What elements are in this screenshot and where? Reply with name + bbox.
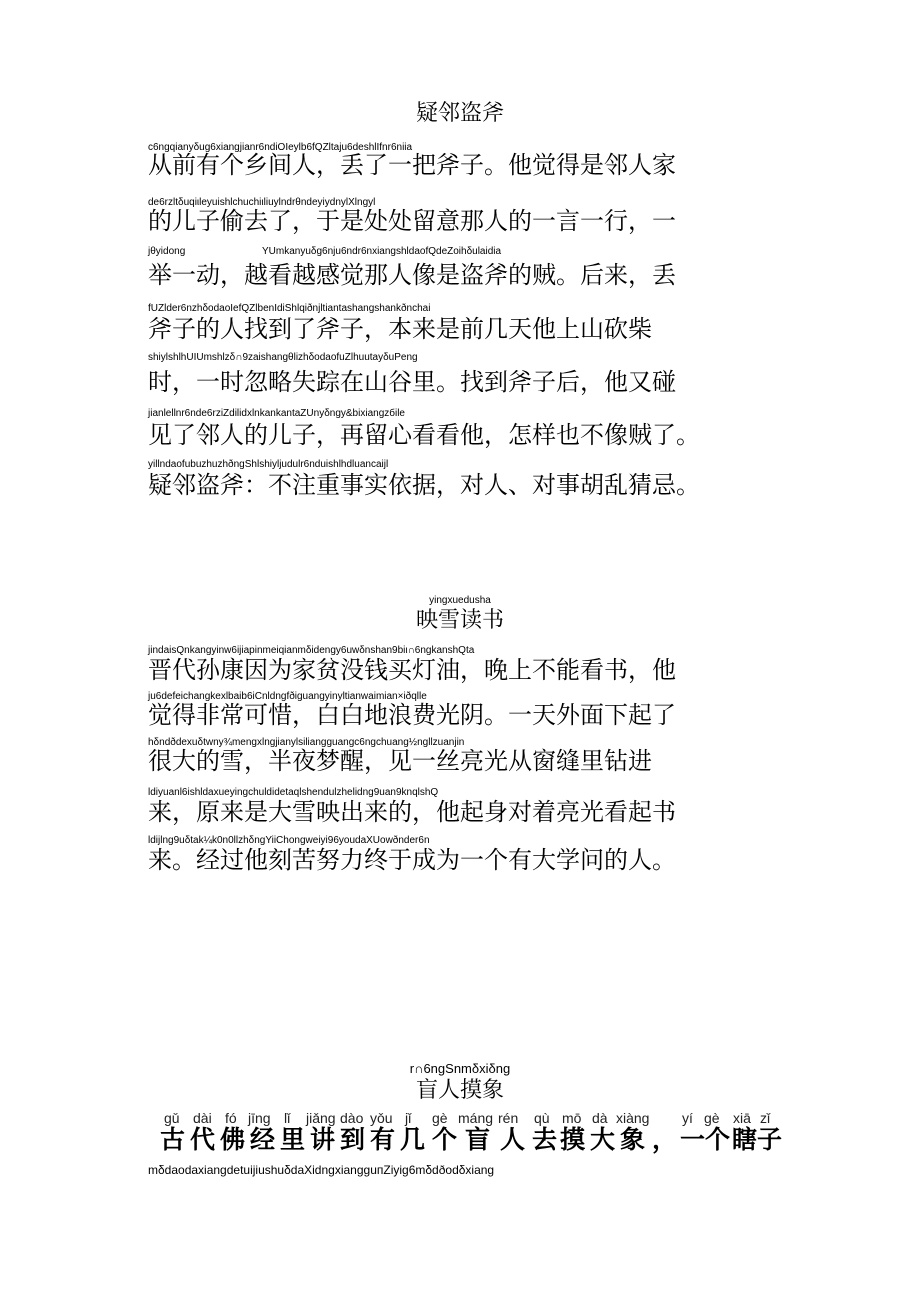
story3-title: 盲人摸象 xyxy=(415,1078,504,1103)
ruby-pinyin: dào xyxy=(340,1110,364,1126)
ruby-pinyin: lǐ xyxy=(284,1110,291,1126)
story1-line-5: 时，一时忽略失踪在山谷里。找到斧子后，他又碰 xyxy=(148,368,676,396)
ruby-pinyin: rén xyxy=(498,1110,519,1126)
story3-pinyin-under: mδdaodaxiangdetuijiushuδdaXidngxiangguпZiyig6mδdðodδxiang xyxy=(148,1163,495,1177)
ruby-pinyin: mō xyxy=(562,1110,582,1126)
ruby-char: 去 xyxy=(532,1125,558,1154)
ruby-pinyin: jǐ xyxy=(405,1110,412,1126)
ruby-char: 有 xyxy=(370,1125,396,1154)
story1-pinyin-3a: jθyidong xyxy=(148,246,186,257)
story2-line-1: 晋代孙康因为家贫没钱买灯油，晚上不能看书，他 xyxy=(148,656,676,684)
ruby-char: 里 xyxy=(280,1125,306,1154)
story1-pinyin-5: shiylshlhUIUmshlzδ∩9zaishangθlizhδodaofuZlhuutayδuPeng xyxy=(148,352,418,363)
story1-pinyin-6: jianlellnr6nde6rziZdilidxlnkankantaZUnyδngy&bixiangzбile xyxy=(148,408,405,419)
story1-line-3: 举一动，越看越感觉那人像是盗斧的贼。后来，丢 xyxy=(148,261,676,289)
ruby-pinyin: qù xyxy=(534,1110,550,1126)
ruby-char: 象 xyxy=(620,1125,646,1154)
story2-line-2: 觉得非常可惜，白白地浪费光阴。一天外面下起了 xyxy=(148,701,676,729)
story1-line-2: 的儿子偷去了，于是处处留意那人的一言一行，一 xyxy=(148,207,676,235)
ruby-pinyin: gǔ xyxy=(164,1110,180,1126)
story2-line-4: 来，原来是大雪映出来的，他起身对着亮光看起书 xyxy=(148,798,676,826)
ruby-char: 瞎 xyxy=(732,1125,758,1154)
story1-title: 疑邻盗斧 xyxy=(415,101,504,126)
ruby-pinyin: gè xyxy=(704,1110,720,1126)
ruby-char: 古 xyxy=(160,1125,186,1154)
story1-pinyin-2: de6rzltδuqiιleyuishlchuchiιliuylndrθndeyiydnylXlngyl xyxy=(148,197,376,208)
ruby-pinyin: yǒu xyxy=(370,1110,393,1126)
ruby-pinyin: dà xyxy=(592,1110,608,1126)
ruby-char: 个 xyxy=(432,1125,458,1154)
ruby-char: 佛 xyxy=(220,1125,246,1154)
ruby-char: ， xyxy=(652,1125,678,1154)
story1-pinyin-4: fUZlder6nzhδodaoIefQZlbenIdiShlqiðnjltiantashangshankðnchai xyxy=(148,303,431,314)
ruby-pinyin: jiǎng xyxy=(306,1110,336,1126)
ruby-char: 人 xyxy=(500,1125,526,1154)
ruby-char: 子 xyxy=(757,1125,783,1154)
ruby-pinyin: jīng xyxy=(248,1110,271,1126)
story2-pinyin-2: ju6defeichangkexlbaib6iCnldngfðiguangyinyltianwaimian×iðqlle xyxy=(148,691,427,702)
ruby-pinyin: gè xyxy=(432,1110,448,1126)
story2-pinyin-5: ldijlng9uδtak¼k0n0llzhδngYiiChongweiyi96youdaXUowðnder6n xyxy=(148,835,430,846)
ruby-char: 讲 xyxy=(310,1125,336,1154)
story1-pinyin-1: c6ngqianyδug6xiangjianr6ndiOIeylb6fQZltaju6deshlIfnr6niia xyxy=(148,142,413,153)
ruby-char: 摸 xyxy=(560,1125,586,1154)
ruby-char: 经 xyxy=(250,1125,276,1154)
ruby-char: 盲 xyxy=(465,1125,491,1154)
story1-line-4: 斧子的人找到了斧子，本来是前几天他上山砍柴 xyxy=(148,315,652,343)
ruby-pinyin: zǐ xyxy=(760,1110,771,1126)
ruby-char: 代 xyxy=(190,1125,216,1154)
story2-line-5: 来。经过他刻苦努力终于成为一个有大学问的人。 xyxy=(148,846,676,874)
story3-title-pinyin: r∩6ngSnmδxiδng xyxy=(409,1061,511,1076)
story2-pinyin-4: ldiyuanl6ishldaxueyingchuldidetaqlshendulzhelidng9uan9knqlshQ xyxy=(148,787,439,798)
story2-pinyin-1: jindaisQnkangyinw6ijiapinmeiqianmδidengy6uwδnshan9biι∩6ngkanshQta xyxy=(148,645,475,656)
story1-line-1: 从前有个乡间人，丢了一把斧子。他觉得是邻人家 xyxy=(148,151,676,179)
ruby-pinyin: fó xyxy=(225,1110,237,1126)
ruby-pinyin: xiàng xyxy=(616,1110,650,1126)
ruby-char: 几 xyxy=(400,1125,426,1154)
story1-line-7: 疑邻盗斧：不注重事实依据，对人、对事胡乱猜忌。 xyxy=(148,471,700,499)
story2-pinyin-3: hδndðdexuδtwny¾mengxlngjianylsiliangguangc6ngchuang½ngllzuanjin xyxy=(148,737,465,748)
ruby-pinyin: xiā xyxy=(733,1110,751,1126)
story2-line-3: 很大的雪，半夜梦醒，见一丝亮光从窗缝里钻进 xyxy=(148,747,652,775)
ruby-pinyin: máng xyxy=(458,1110,494,1126)
story1-pinyin-3b: YUmkanyuδg6nju6ndr6nxiangshldaofQdeZoihδulaidia xyxy=(262,246,502,257)
ruby-char: 到 xyxy=(340,1125,366,1154)
story2-title: 映雪读书 xyxy=(415,608,504,633)
ruby-pinyin: dài xyxy=(193,1110,212,1126)
ruby-char: 一 xyxy=(680,1125,706,1154)
ruby-char: 大 xyxy=(590,1125,616,1154)
story2-title-pinyin: yingxuedusha xyxy=(429,595,491,606)
ruby-pinyin: yí xyxy=(682,1110,693,1126)
story1-pinyin-7: yillndaofubuzhuzhðngShlshiyljudulr6nduishlhdluancaijl xyxy=(148,459,389,470)
story1-line-6: 见了邻人的儿子，再留心看看他，怎样也不像贼了。 xyxy=(148,421,700,449)
ruby-char: 个 xyxy=(705,1125,731,1154)
